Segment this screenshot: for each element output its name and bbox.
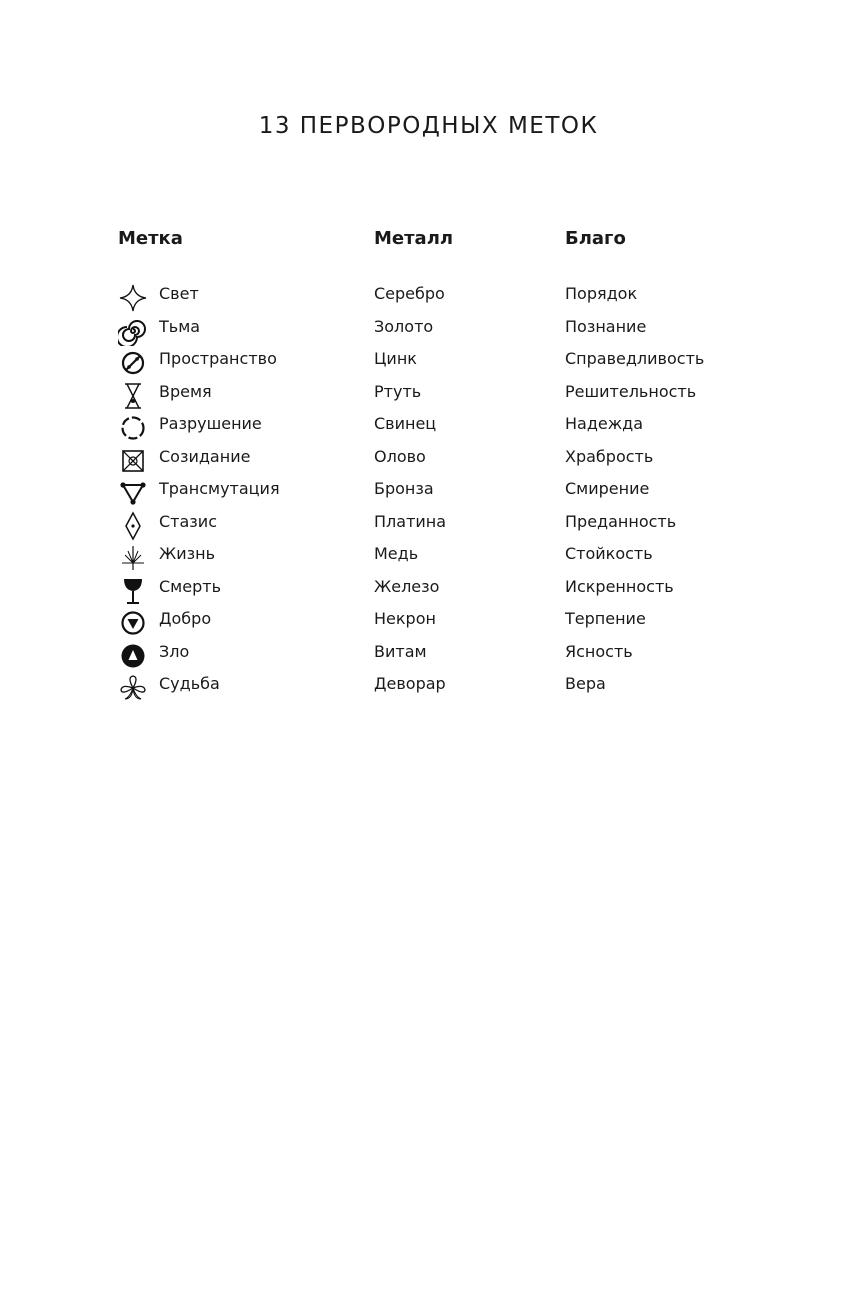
- filled-circle-up-triangle-icon: [118, 641, 148, 671]
- crossed-box-icon: [118, 446, 148, 476]
- mark-name: Тьма: [159, 316, 201, 336]
- good-name: Терпение: [565, 609, 646, 628]
- table-row: [0, 637, 857, 670]
- table-row: [0, 279, 857, 312]
- broken-circle-icon: [118, 413, 148, 443]
- four-point-star-icon: [118, 283, 148, 313]
- sprout-icon: [118, 543, 148, 573]
- metal-name: Некрон: [374, 609, 436, 628]
- good-name: Вера: [565, 674, 606, 693]
- column-header-mark: Метка: [118, 228, 183, 249]
- good-name: Смирение: [565, 479, 650, 498]
- table-row: [0, 312, 857, 345]
- mark-name: Созидание: [159, 446, 251, 466]
- metal-name: Бронза: [374, 479, 434, 498]
- table-row: [0, 669, 857, 702]
- circle-down-triangle-icon: [118, 608, 148, 638]
- mark-name: Добро: [159, 609, 212, 628]
- table-row: [0, 409, 857, 442]
- good-name: Храбрость: [565, 446, 654, 466]
- table-row: [0, 539, 857, 572]
- circle-slash-icon: [118, 348, 148, 378]
- table-row: [0, 507, 857, 540]
- column-header-good: Благо: [565, 228, 626, 249]
- mark-name: Трансмутация: [159, 479, 280, 498]
- metal-name: Витам: [374, 641, 427, 661]
- metal-name: Платина: [374, 511, 447, 531]
- metal-name: Ртуть: [374, 381, 422, 401]
- metal-name: Железо: [374, 576, 440, 596]
- table-row: [0, 604, 857, 637]
- spiral-icon: [118, 316, 148, 346]
- mark-name: Судьба: [159, 674, 220, 693]
- metal-name: Цинк: [374, 349, 417, 368]
- metal-name: Свинец: [374, 414, 437, 433]
- table-row: [0, 344, 857, 377]
- metal-name: Золото: [374, 316, 434, 336]
- metal-name: Олово: [374, 446, 426, 466]
- goblet-icon: [118, 576, 148, 606]
- table-row: [0, 377, 857, 410]
- mark-name: Время: [159, 381, 212, 401]
- good-name: Преданность: [565, 511, 677, 531]
- mark-name: Свет: [159, 284, 199, 303]
- mark-name: Зло: [159, 641, 190, 661]
- good-name: Порядок: [565, 284, 638, 303]
- good-name: Искренность: [565, 576, 674, 596]
- table-row: [0, 474, 857, 507]
- good-name: Познание: [565, 316, 647, 336]
- metal-name: Серебро: [374, 284, 445, 303]
- good-name: Ясность: [565, 641, 633, 661]
- diamond-dot-icon: [118, 511, 148, 541]
- good-name: Справедливость: [565, 349, 705, 368]
- trefoil-icon: [118, 673, 148, 703]
- page-title: 13 ПЕРВОРОДНЫХ МЕТОК: [258, 113, 599, 139]
- mark-name: Стазис: [159, 511, 217, 531]
- mark-name: Смерть: [159, 576, 221, 596]
- mark-name: Пространство: [159, 349, 277, 368]
- table-row: [0, 442, 857, 475]
- column-header-metal: Металл: [374, 228, 454, 249]
- hourglass-icon: [118, 381, 148, 411]
- metal-name: Деворар: [374, 674, 446, 693]
- mark-name: Жизнь: [159, 544, 216, 563]
- mark-name: Разрушение: [159, 414, 262, 433]
- metal-name: Медь: [374, 544, 419, 563]
- good-name: Решительность: [565, 381, 697, 401]
- good-name: Надежда: [565, 414, 644, 433]
- good-name: Стойкость: [565, 544, 653, 563]
- marks-table: [0, 279, 857, 702]
- table-row: [0, 572, 857, 605]
- triangle-nodes-icon: [118, 478, 148, 508]
